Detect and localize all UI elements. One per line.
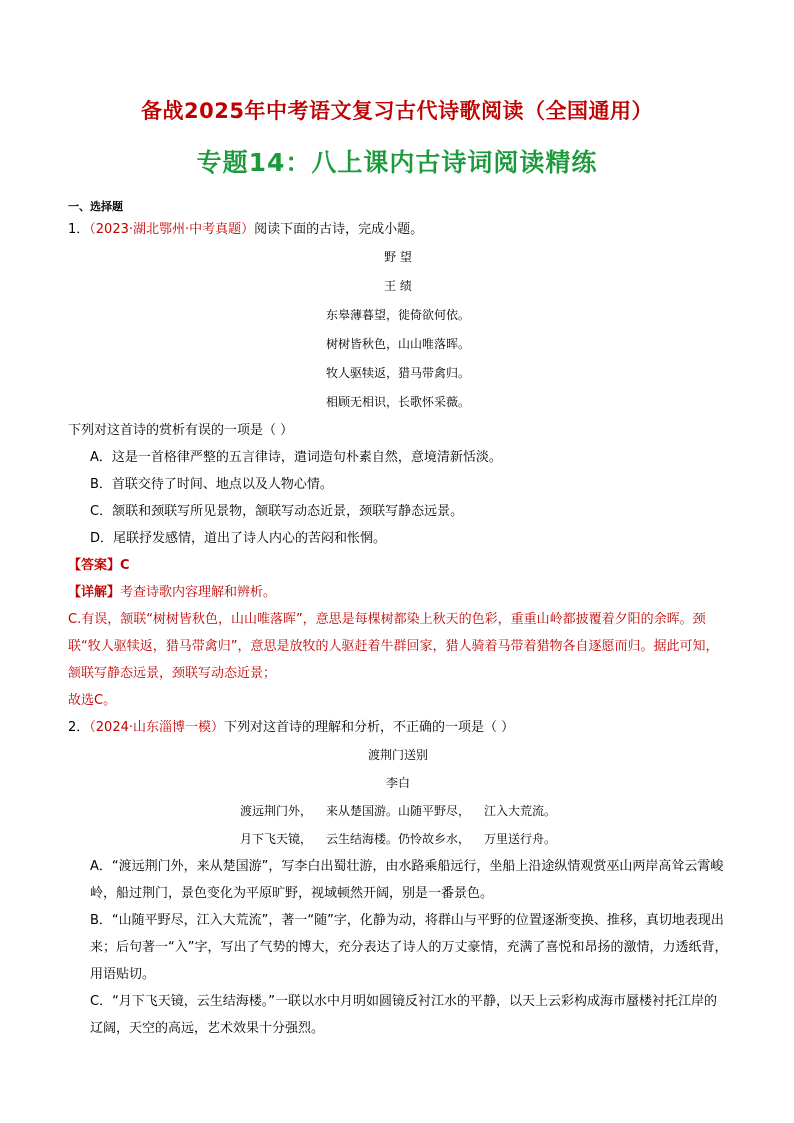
option-d: D．尾联抒发感情，道出了诗人内心的苦闷和怅惘。	[90, 531, 387, 546]
poem-line	[68, 797, 728, 825]
poem-title: 野 望	[384, 250, 412, 264]
question-number: 2．	[68, 720, 90, 735]
answer-tag: 【答案】	[68, 558, 121, 573]
poem-line	[68, 825, 728, 853]
option-b: B．首联交待了时间、地点以及人物心情。	[90, 477, 333, 492]
poem-author: 王 绩	[384, 279, 412, 293]
question-source: （2024·山东淄博一模）	[89, 720, 224, 735]
detail-head: 考查诗歌内容理解和辨析。	[120, 585, 277, 600]
poem-1	[68, 243, 728, 417]
question-source: （2023·湖北鄂州·中考真题）	[89, 222, 255, 237]
poem-segment: 江入大荒流。	[484, 804, 557, 818]
document-body	[68, 198, 728, 1042]
question-prompt: 下列对这首诗的理解和分析，不正确的一项是（ ）	[224, 720, 515, 735]
option-b: B．“山随平野尽，江入大荒流”，著一“随”字，化静为动，将群山与平野的位置逐渐变换、推移，真切地表现出来；后句著一“入”字，写出了气势的博大，充分表达了诗人的万丈豪情，充满了喜悦和昂扬的激情，力透纸背，用语贴切。	[90, 913, 728, 982]
conclusion: 故选C。	[68, 693, 117, 708]
question-2	[68, 714, 728, 741]
question-prompt: 阅读下面的古诗，完成小题。	[254, 222, 424, 237]
option-a: A．这是一首格律严整的五言律诗，遣词造句朴素自然，意境清新恬淡。	[90, 450, 502, 465]
question-number: 1．	[68, 222, 90, 237]
document-subtitle: 专题14：八上课内古诗词阅读精练	[196, 148, 598, 177]
question-1	[68, 216, 728, 243]
section-heading: 一、选择题	[68, 200, 123, 213]
poem-segment: 月下飞天镜，	[239, 832, 312, 846]
poem-segment: 渡远荆门外，	[239, 804, 312, 818]
question-stem: 下列对这首诗的赏析有误的一项是（ ）	[68, 423, 294, 438]
option-c: C．颔联和颈联写所见景物，颔联写动态近景，颈联写静态远景。	[90, 504, 464, 519]
answer-value: C	[120, 558, 130, 573]
poem-2	[68, 741, 728, 853]
poem-segment: 万里送行舟。	[484, 832, 557, 846]
poem-line: 树树皆秋色，山山唯落晖。	[325, 337, 470, 351]
detail-line	[68, 579, 728, 606]
poem-line: 相顾无相识，长歌怀采薇。	[325, 395, 470, 409]
answer-line	[68, 552, 728, 579]
poem-segment: 云生结海楼。仍怜故乡水，	[325, 832, 470, 846]
option-a: A．“渡远荆门外，来从楚国游”，写李白出蜀壮游，由水路乘船远行，坐船上沿途纵情观赏巫山两岸高耸云霄峻岭，船过荆门，景色变化为平原旷野，视域顿然开阔，别是一番景色。	[90, 859, 724, 901]
option-c: C．“月下飞天镜，云生结海楼。”一联以水中月明如圆镜反衬江水的平静，以天上云彩构成海市蜃楼衬托江岸的辽阔，天空的高远，艺术效果十分强烈。	[90, 994, 718, 1036]
poem-author: 李白	[385, 776, 410, 790]
poem-line: 牧人驱犊返，猎马带禽归。	[325, 366, 470, 380]
poem-title: 渡荆门送别	[367, 748, 428, 762]
poem-segment: 来从楚国游。山随平野尽，	[325, 804, 470, 818]
detail-tag: 【详解】	[68, 585, 121, 600]
poem-line: 东皋薄暮望，徙倚欲何依。	[325, 308, 470, 322]
document-title: 备战2025年中考语文复习古代诗歌阅读（全国通用）	[141, 99, 653, 123]
detail-body: C.有误，颔联“树树皆秋色，山山唯落晖”，意思是每棵树都染上秋天的色彩，重重山岭都披覆着夕阳的余晖。颈联“牧人驱犊返，猎马带禽归”，意思是放牧的人驱赶着牛群回家，猎人骑着马带着猎物各自逐愿而归。据此可知，颔联写静态远景，颈联写动态近景；	[68, 612, 719, 681]
